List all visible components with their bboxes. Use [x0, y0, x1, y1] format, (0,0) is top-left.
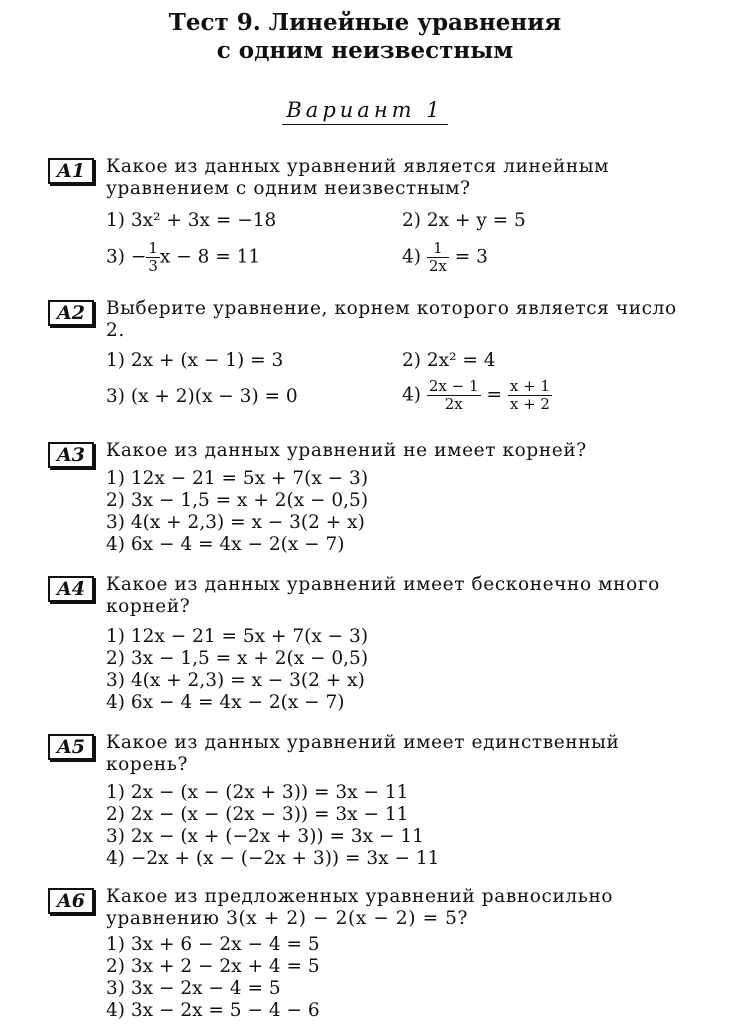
option-list	[106, 626, 368, 714]
option-1: 1) 12x − 21 = 5x + 7(x − 3)	[106, 626, 369, 647]
question-label: A3	[48, 442, 94, 468]
option-1: 1) 12x − 21 = 5x + 7(x − 3)	[106, 468, 369, 489]
question-text: Выберите уравнение, корнем которого является число 2.	[106, 298, 677, 341]
option-1: 1) 2x − (x − (2x + 3)) = 3x − 11	[106, 782, 409, 803]
question-text: Какое из предложенных уравнений равносильно уравнению 3(x + 2) − 2(x − 2) = 5?	[106, 886, 614, 929]
option-3: 3) − $\frac{1}{3}$ x − 8 = 11	[106, 239, 261, 275]
question-text: Какое из данных уравнений является линейным уравнением с одним неизвестным?	[106, 156, 610, 199]
option-2: 2) 2x − (x − (2x − 3)) = 3x − 11	[106, 804, 409, 825]
option-3: 3) 4(x + 2,3) = x − 3(2 + x)	[106, 670, 365, 691]
option-3: 3) 4(x + 2,3) = x − 3(2 + x)	[106, 512, 365, 533]
question-text: Какое из данных уравнений не имеет корней?	[106, 440, 587, 461]
option-1: 1) 3x + 6 − 2x − 4 = 5	[106, 934, 320, 955]
variant-heading: Вариант 1	[0, 98, 730, 125]
page-subtitle: с одним неизвестным	[216, 37, 514, 64]
question-label: A5	[48, 734, 94, 760]
option-3: 3) (x + 2)(x − 3) = 0	[106, 386, 298, 407]
option-list	[106, 782, 439, 870]
option-2: 2) 2x² = 4	[402, 350, 496, 371]
option-2: 2) 3x + 2 − 2x + 4 = 5	[106, 956, 320, 977]
question-text: Какое из данных уравнений имеет единственный корень?	[106, 732, 620, 775]
option-4: 4) −2x + (x − (−2x + 3)) = 3x − 11	[106, 848, 440, 869]
option-4: 4) $\frac{2x - 1}{2x}$ = $\frac{x + 1}{x + 2}$	[402, 377, 550, 413]
question-label: A6	[48, 888, 94, 914]
page-title: Тест 9. Линейные уравнения	[168, 9, 562, 36]
option-4: 4) $\frac{1}{2x}$ = 3	[402, 239, 488, 275]
option-3: 3) 3x − 2x − 4 = 5	[106, 978, 281, 999]
option-list	[106, 468, 368, 556]
option-3: 3) 2x − (x + (−2x + 3)) = 3x − 11	[106, 826, 424, 847]
question-label: A4	[48, 576, 94, 602]
option-2: 2) 3x − 1,5 = x + 2(x − 0,5)	[106, 648, 369, 669]
question-label: A2	[48, 300, 94, 326]
option-4: 4) 6x − 4 = 4x − 2(x − 7)	[106, 692, 345, 713]
question-text: Какое из данных уравнений имеет бесконечно много корней?	[106, 574, 660, 617]
option-1: 1) 2x + (x − 1) = 3	[106, 350, 284, 371]
question-label: A1	[48, 158, 94, 184]
option-1: 1) 3x² + 3x = −18	[106, 210, 277, 231]
option-4: 4) 3x − 2x = 5 − 4 − 6	[106, 1000, 320, 1021]
option-2: 2) 3x − 1,5 = x + 2(x − 0,5)	[106, 490, 369, 511]
option-2: 2) 2x + y = 5	[402, 210, 526, 231]
option-4: 4) 6x − 4 = 4x − 2(x − 7)	[106, 534, 345, 555]
option-list	[106, 934, 320, 1022]
